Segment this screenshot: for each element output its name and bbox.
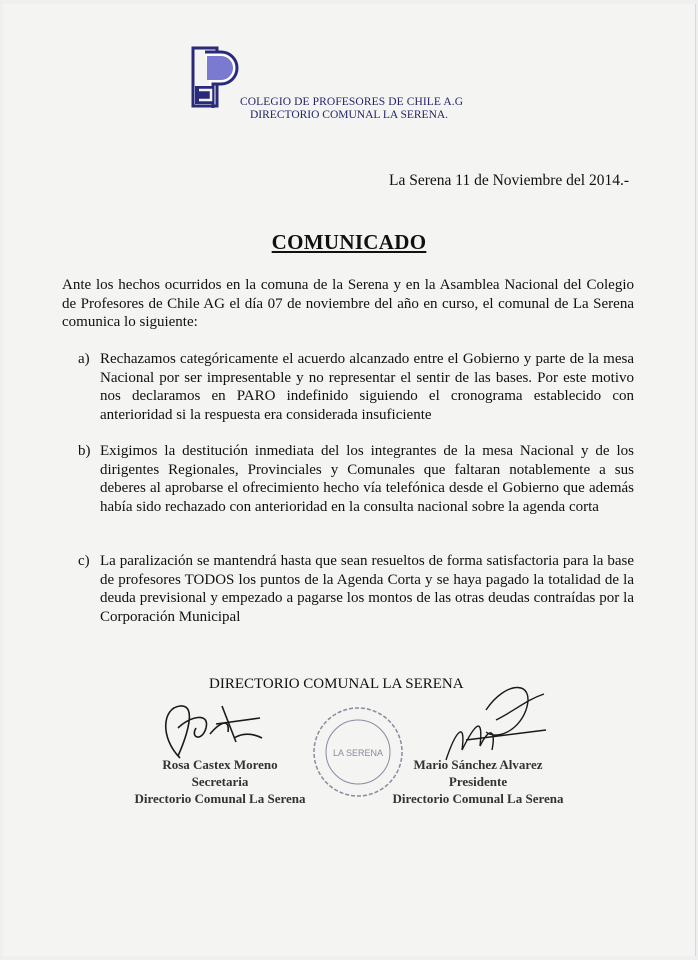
list-item: [78, 442, 634, 516]
signer-org: Directorio Comunal La Serena: [392, 791, 564, 806]
signature-block-left: [120, 756, 320, 807]
list-marker: a): [78, 351, 90, 367]
list-marker: c): [78, 553, 90, 569]
signer-role: Presidente: [448, 774, 508, 789]
signer-org: Directorio Comunal La Serena: [134, 791, 306, 806]
org-unit: DIRECTORIO COMUNAL LA SERENA.: [250, 109, 449, 121]
stamp-text: LA SERENA: [332, 748, 384, 758]
list-item-text: Exigimos la destitución inmediata del los integrantes de la mesa Nacional y de los dirigentes Regionales, Provinciales y Comunales que faltaran notablemente a sus deberes al aprobarse el ofrecimiento hecho vía telefónica desde el Gobierno que además había sido rechazado con anterioridad en la consulta nacional sobre la agenda corta: [100, 443, 634, 515]
list-marker: b): [78, 443, 91, 459]
list-item: [78, 552, 634, 626]
document-title: COMUNICADO: [271, 230, 427, 254]
signature-block-right: [378, 756, 578, 807]
date-line: La Serena 11 de Noviembre del 2014.-: [389, 172, 630, 189]
org-name: COLEGIO DE PROFESORES DE CHILE A.G: [240, 96, 464, 108]
intro-paragraph: Ante los hechos ocurridos en la comuna de la Serena y en la Asamblea Nacional del Colegio de Profesores de Chile AG el día 07 de noviembre del año en curso, el comunal de La Serena comunica lo siguiente:: [62, 277, 634, 330]
organization-header: [240, 96, 463, 122]
list-item-text: Rechazamos categóricamente el acuerdo alcanzado entre el Gobierno y parte de la mesa Nacional por ser impresentable y no representar el sentir de las bases. Por este motivo nos declaramos en PARO indefinido siguiendo el cronograma establecido con anterioridad si la respuesta era considerada insuficiente: [100, 351, 634, 423]
list-item-text: La paralización se mantendrá hasta que sean resueltos de forma satisfactoria para la base de profesores TODOS los puntos de la Agenda Corta y se haya pagado la totalidad de la deuda previsional y empezado a pagarse los montos de las otras deudas contraídas por la Corporación Municipal: [100, 553, 634, 625]
colegio-logo-icon: [191, 46, 239, 110]
signer-name: Rosa Castex Moreno: [162, 757, 278, 772]
signer-role: Secretaria: [191, 774, 249, 789]
signer-name: Mario Sánchez Alvarez: [413, 757, 543, 772]
list-item: [78, 350, 634, 424]
signatures-heading: DIRECTORIO COMUNAL LA SERENA: [209, 676, 464, 692]
